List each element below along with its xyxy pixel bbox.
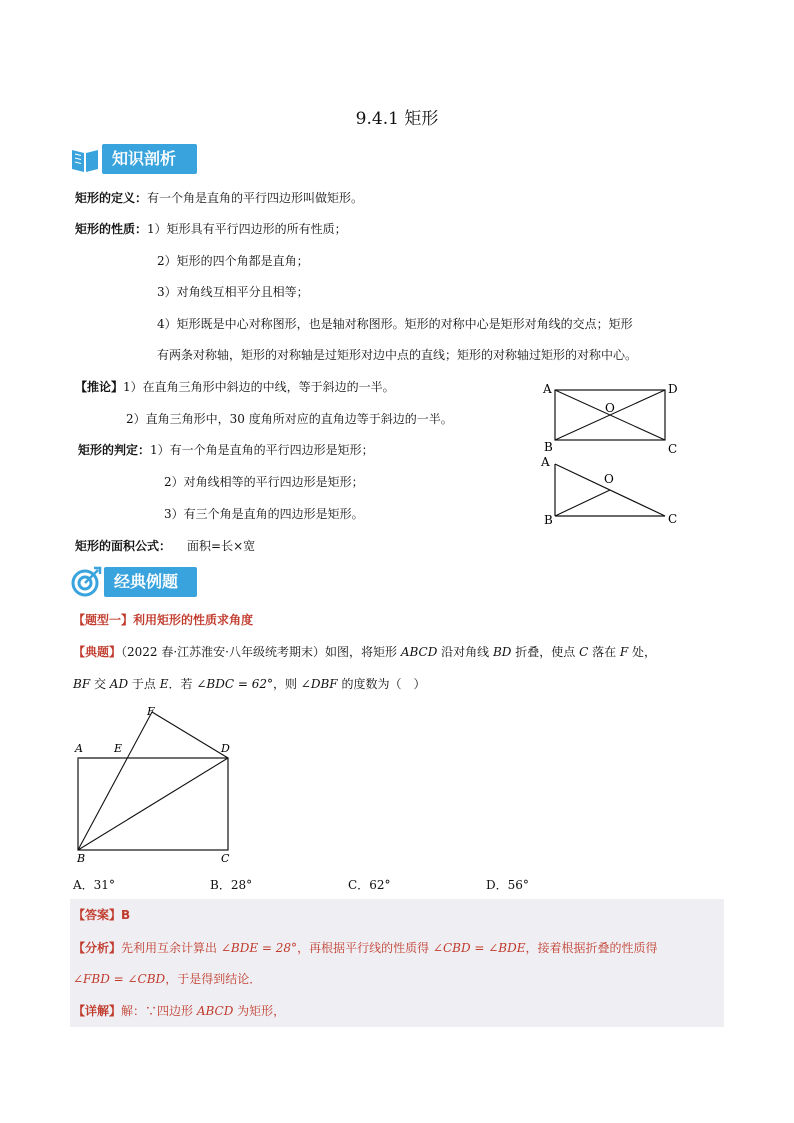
option-key: A． xyxy=(73,878,94,892)
math-var: BF xyxy=(73,677,91,691)
problem-text: 如图，将矩形 xyxy=(325,645,401,659)
problem-text: 沿对角线 xyxy=(437,645,493,659)
corollary-item: 1）在直角三角形中斜边的中线，等于斜边的一半。 xyxy=(123,380,395,394)
math-expr: ∠BDE = 28° xyxy=(220,941,298,955)
option-key: B． xyxy=(210,878,231,892)
option-d xyxy=(486,876,529,894)
corollary-item: 2）直角三角形中，30 度角所对应的直角边等于斜边的一半。 xyxy=(126,412,453,426)
judgement-item: 1）有一个角是直角的平行四边形是矩形； xyxy=(150,443,374,457)
corollary-line xyxy=(75,378,395,396)
option-c xyxy=(348,876,390,894)
math-expr: ∠FBD = ∠CBD xyxy=(73,972,166,986)
analysis-label: 【分析】 xyxy=(73,941,122,955)
judgement-item: 3）有三个角是直角的四边形是矩形。 xyxy=(164,507,364,521)
math-var: E xyxy=(159,677,169,691)
right-triangle-diagram xyxy=(535,452,685,527)
point-label: A xyxy=(541,455,550,469)
area-line xyxy=(75,537,255,555)
math-var: ABCD xyxy=(196,1004,234,1018)
problem-line-2 xyxy=(73,675,425,693)
answer-line xyxy=(73,906,130,924)
analysis-line-1 xyxy=(73,939,658,957)
point-label: C xyxy=(668,512,678,526)
properties-label: 矩形的性质： xyxy=(75,222,148,236)
property-item: 4）矩形既是中心对称图形，也是轴对称图形。矩形的对称中心是矩形对角线的交点；矩形 xyxy=(157,317,633,331)
point-label: A xyxy=(75,742,83,755)
point-label: B xyxy=(77,852,86,865)
problem-text: 交 xyxy=(90,677,110,691)
option-key: C． xyxy=(348,878,370,892)
point-label: E xyxy=(114,742,123,755)
definition-line xyxy=(75,189,363,207)
analysis-text: ，再根据平行线的性质得 xyxy=(297,941,433,955)
point-label: O xyxy=(604,472,614,486)
problem-text: ，则 xyxy=(272,677,301,691)
area-text: 面积=长×宽 xyxy=(187,539,256,553)
judgement-line xyxy=(78,441,374,459)
option-b xyxy=(210,876,252,894)
rectangle-diagram xyxy=(535,375,685,460)
analysis-text: ，接着根据折叠的性质得 xyxy=(525,941,658,955)
math-var: BD xyxy=(492,645,512,659)
definition-label: 矩形的定义： xyxy=(75,191,148,205)
problem-text: 的度数为（ ） xyxy=(337,677,426,691)
property-item: 有两条对称轴，矩形的对称轴是过矩形对边中点的直线；矩形的对称轴过矩形的对称中心。 xyxy=(157,348,638,362)
detail-text: 为矩形， xyxy=(233,1004,286,1018)
option-a xyxy=(73,876,115,894)
answer-value: B xyxy=(121,908,131,922)
math-var: ABCD xyxy=(400,645,438,659)
properties-line xyxy=(75,220,347,238)
point-label: B xyxy=(544,513,553,527)
answer-label: 【答案】 xyxy=(73,908,122,922)
option-value: 62° xyxy=(369,878,391,892)
problem-line-1 xyxy=(73,643,656,661)
folded-rectangle-diagram xyxy=(70,700,240,870)
point-label: B xyxy=(544,440,553,454)
option-key: D． xyxy=(486,878,508,892)
math-expr: ∠BDC = 62° xyxy=(196,677,273,691)
detail-text: 解：∵四边形 xyxy=(121,1004,197,1018)
problem-text: 处， xyxy=(628,645,657,659)
problem-text: ．若 xyxy=(168,677,197,691)
corollary-label: 【推论】 xyxy=(75,380,124,394)
analysis-text: ，于是得到结论． xyxy=(165,972,262,986)
point-label: D xyxy=(668,382,678,396)
point-label: O xyxy=(605,401,615,415)
math-var: AD xyxy=(109,677,129,691)
section-title: 知识剖析 xyxy=(112,149,177,168)
analysis-line-2 xyxy=(73,970,261,988)
book-icon xyxy=(70,146,100,174)
math-var: C xyxy=(579,645,589,659)
problem-type: 【题型一】利用矩形的性质求角度 xyxy=(73,613,254,627)
property-item: 1）矩形具有平行四边形的所有性质； xyxy=(147,222,347,236)
property-item: 2）矩形的四个角都是直角； xyxy=(157,254,309,268)
math-var: F xyxy=(619,645,629,659)
point-label: D xyxy=(221,742,230,755)
math-expr: ∠CBD = ∠BDE xyxy=(432,941,526,955)
section-title: 经典例题 xyxy=(114,572,179,591)
target-icon xyxy=(70,566,102,598)
judgement-label: 矩形的判定： xyxy=(78,443,151,457)
point-label: C xyxy=(221,852,230,865)
problem-source: （2022 春·江苏淮安·八年级统考期末） xyxy=(121,645,325,659)
point-label: F xyxy=(147,705,155,718)
detail-line xyxy=(73,1002,285,1020)
definition-text: 有一个角是直角的平行四边形叫做矩形。 xyxy=(147,191,364,205)
math-expr: ∠DBF xyxy=(300,677,338,691)
analysis-text: 先利用互余计算出 xyxy=(121,941,221,955)
property-item: 3）对角线互相平分且相等； xyxy=(157,285,309,299)
detail-label: 【详解】 xyxy=(73,1004,122,1018)
area-label: 矩形的面积公式： xyxy=(75,539,172,553)
page-title: 9.4.1 矩形 xyxy=(355,109,439,129)
problem-text: 折叠，使点 xyxy=(511,645,580,659)
option-value: 28° xyxy=(230,878,253,892)
point-label: C xyxy=(668,442,678,456)
option-value: 31° xyxy=(93,878,115,892)
point-label: A xyxy=(543,382,552,396)
option-value: 56° xyxy=(507,878,529,892)
judgement-item: 2）对角线相等的平行四边形是矩形； xyxy=(164,475,364,489)
problem-text: 落在 xyxy=(588,645,620,659)
problem-text: 于点 xyxy=(128,677,160,691)
problem-tag: 【典题】 xyxy=(73,645,122,659)
